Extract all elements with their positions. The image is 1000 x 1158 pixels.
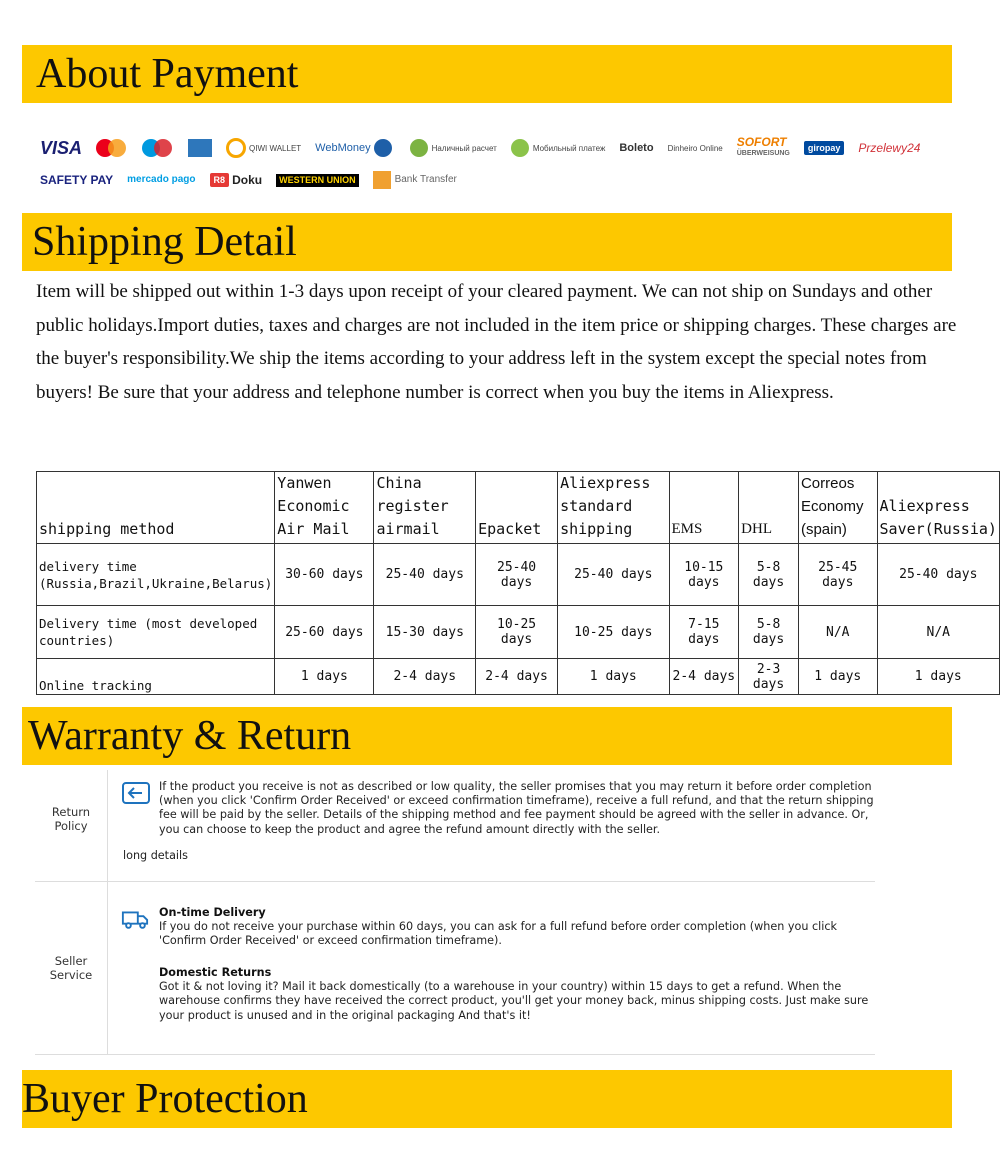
table-cell: 25-40 days — [558, 544, 669, 606]
western-union-logo: WESTERN UNION — [276, 168, 359, 192]
table-header-cell: EMS — [669, 472, 739, 544]
table-header-cell: DHL — [739, 472, 799, 544]
ontime-delivery — [159, 906, 879, 949]
divider — [35, 1054, 875, 1055]
ontime-delivery-title: On-time Delivery — [159, 906, 266, 919]
seller-service-label: Seller Service — [49, 954, 93, 982]
table-cell: Online tracking — [37, 659, 275, 695]
warranty-return-banner — [22, 707, 952, 765]
table-cell: 2-3 days — [739, 659, 799, 695]
table-header-cell: Aliexpress standard shipping — [558, 472, 669, 544]
table-header-cell: China register airmail — [374, 472, 476, 544]
table-row — [37, 606, 1000, 659]
bank-transfer-logo: Bank Transfer — [373, 168, 457, 192]
domestic-returns-title: Domestic Returns — [159, 966, 272, 979]
table-row — [37, 659, 1000, 695]
table-cell: 15-30 days — [374, 606, 476, 659]
shipping-table — [36, 471, 1000, 695]
buyer-protection-banner — [22, 1070, 952, 1128]
return-policy-label: Return Policy — [51, 805, 91, 833]
cash-payment-logo: Наличный расчет — [410, 136, 497, 160]
table-cell: 2-4 days — [476, 659, 558, 695]
table-cell: 1 days — [877, 659, 999, 695]
przelewy24-logo: Przelewy24 — [858, 141, 921, 155]
visa-logo: VISA — [40, 137, 83, 158]
table-cell: 30-60 days — [275, 544, 374, 606]
payment-logos-row-1 — [40, 136, 920, 160]
payment-logos-row-2 — [40, 168, 457, 192]
sofort-logo: SOFORT ÜBERWEISUNG — [736, 135, 790, 157]
delivery-truck-icon — [121, 908, 149, 930]
section-title: About Payment — [36, 51, 299, 97]
maestro-logo — [142, 136, 174, 160]
table-cell: 25-60 days — [275, 606, 374, 659]
table-header-cell: Aliexpress Saver(Russia) — [877, 472, 999, 544]
table-cell: 1 days — [275, 659, 374, 695]
doku-logo: R8 Doku — [210, 168, 263, 192]
table-row — [37, 544, 1000, 606]
warranty-panel — [35, 770, 875, 1060]
table-cell: 1 days — [558, 659, 669, 695]
table-cell: 2-4 days — [374, 659, 476, 695]
giropay-logo: giropay — [804, 136, 845, 160]
table-cell: 2-4 days — [669, 659, 739, 695]
shipping-description: Item will be shipped out within 1-3 days upon receipt of your cleared payment. We can not ship on Sundays and other public holidays.Import duties, taxes and charges are not included in the item price or shipping charges. These charges are the buyer's responsibility.We ship the items according to your address left in the system except the special notes from buyers! Be sure that your address and telephone number is correct when you buy the items in Aliexpress. — [36, 281, 957, 403]
divider — [35, 881, 875, 882]
table-cell: 25-40 days — [374, 544, 476, 606]
bank-icon — [373, 171, 391, 189]
mobile-payment-logo: Мобильный платеж — [511, 136, 606, 160]
shipping-detail-banner — [22, 213, 952, 271]
divider — [107, 770, 108, 1055]
safetypay-logo: SAFETY PAY — [40, 173, 114, 187]
table-cell: 25-40 days — [877, 544, 999, 606]
table-header-cell: Correos Economy (spain) — [798, 472, 877, 544]
domestic-returns-text: Got it & not loving it? Mail it back domestically (to a warehouse in your country) within 15 days to get a refund. When the warehouse confirms they have received the correct product, you'll get your money back, minus shipping costs. Just make sure your product is unused and in the original packaging And that's it! — [159, 980, 869, 1022]
ontime-delivery-text: If you do not receive your purchase within 60 days, you can ask for a full refund before order completion (when you click 'Confirm Order Received' or exceed confirmation timeframe). — [159, 920, 837, 948]
table-cell: 10-25 days — [476, 606, 558, 659]
table-cell: 10-15 days — [669, 544, 739, 606]
table-cell: N/A — [798, 606, 877, 659]
table-cell: 25-45 days — [798, 544, 877, 606]
return-policy-text: If the product you receive is not as described or low quality, the seller promises that you may return it before order completion (when you click 'Confirm Order Received' or exceed confirmation timeframe), receive a full refund, and that the return shipping fee will be paid by the seller. Details of the shipping method and fee payment should be agreed with the seller in advance. Or, you can choose to keep the product and agree the refund amount directly with the seller. — [159, 780, 874, 836]
mastercard-logo — [96, 136, 128, 160]
table-cell: 5-8 days — [739, 544, 799, 606]
table-cell: N/A — [877, 606, 999, 659]
table-header-cell: Yanwen Economic Air Mail — [275, 472, 374, 544]
table-cell: 7-15 days — [669, 606, 739, 659]
about-payment-banner — [22, 45, 952, 103]
section-title: Warranty & Return — [28, 713, 352, 759]
dinheiro-online-logo: Dinheiro Online — [667, 143, 723, 153]
long-details-link[interactable]: long details — [123, 849, 188, 862]
return-icon — [122, 782, 150, 804]
amex-logo — [188, 136, 212, 160]
table-cell: 10-25 days — [558, 606, 669, 659]
table-cell: 25-40 days — [476, 544, 558, 606]
table-header-cell: shipping method — [37, 472, 275, 544]
table-cell: 5-8 days — [739, 606, 799, 659]
section-title: Buyer Protection — [22, 1076, 308, 1122]
table-header-cell: Epacket — [476, 472, 558, 544]
table-cell: delivery time (Russia,Brazil,Ukraine,Belarus) — [37, 544, 275, 606]
mercadopago-logo: mercado pago — [127, 174, 196, 185]
domestic-returns — [159, 966, 879, 1023]
qiwi-logo: QIWI WALLET — [226, 136, 301, 160]
webmoney-logo: WebMoney — [315, 136, 395, 160]
table-cell: 1 days — [798, 659, 877, 695]
section-title: Shipping Detail — [32, 219, 297, 265]
table-header-row — [37, 472, 1000, 544]
boleto-logo: Boleto — [619, 142, 654, 154]
table-cell: Delivery time (most developed countries) — [37, 606, 275, 659]
